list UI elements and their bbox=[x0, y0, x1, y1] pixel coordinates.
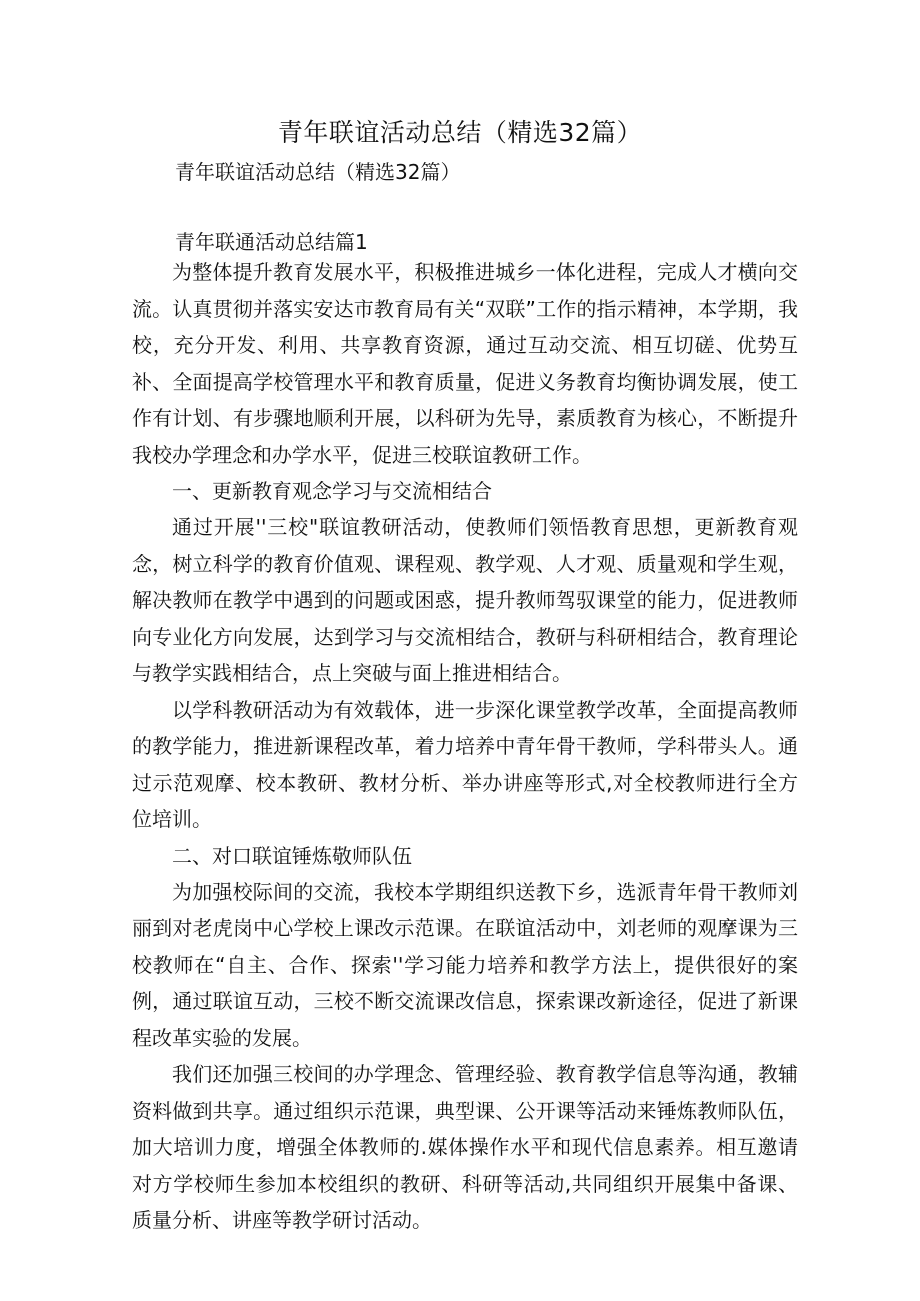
section-title: 青年联通活动总结篇1 bbox=[175, 230, 368, 254]
document-subtitle: 青年联谊活动总结（精选32篇） bbox=[175, 160, 461, 184]
paragraph-2: 以学科教研活动为有效载体，进一步深化课堂教学改革，全面提高教师的教学能力，推进新课程改革，着力培养中青年骨干教师，学科带头人。通过示范观摩、校本教研、教材分析、举办讲座等形式,对全校教师进行全方位培训。 bbox=[132, 697, 798, 831]
paragraph-intro: 为整体提升教育发展水平，积极推进城乡一体化进程，完成人才横向交流。认真贯彻并落实安达市教育局有关“双联”工作的指示精神，本学期，我校，充分开发、利用、共享教育资源，通过互动交流、相互切磋、优势互补、全面提高学校管理水平和教育质量，促进义务教育均衡协调发展，使工作有计划、有步骤地顺利开展，以科研为先导，素质教育为核心，不断提升我校办学理念和办学水平，促进三校联谊教研工作。 bbox=[132, 260, 798, 467]
paragraph-3: 为加强校际间的交流，我校本学期组织送教下乡，选派青年骨干教师刘丽到对老虎岗中心学校上课改示范课。在联谊活动中，刘老师的观摩课为三校教师在“自主、合作、探索''学习能力培养和教学方法上，提供很好的案例，通过联谊互动，三校不断交流课改信息，探索课改新途径，促进了新课程改革实验的发展。 bbox=[132, 879, 798, 1050]
paragraph-1: 通过开展''三校"联谊教研活动，使教师们领悟教育思想，更新教育观念，树立科学的教育价值观、课程观、教学观、人才观、质量观和学生观，解决教师在教学中遇到的问题或困惑，提升教师驾驭课堂的能力，促进教师向专业化方向发展，达到学习与交流相结合，教研与科研相结合，教育理论与教学实践相结合，点上突破与面上推进相结合。 bbox=[132, 515, 798, 685]
document-title: 青年联谊活动总结（精选32篇） bbox=[277, 118, 643, 147]
heading-2: 二、对口联谊锤炼敬师队伍 bbox=[172, 843, 412, 868]
paragraph-4: 我们还加强三校间的办学理念、管理经验、教育教学信息等沟通，教辅资料做到共享。通过组织示范课，典型课、公开课等活动来锤炼教师队伍，加大培训力度，增强全体教师的.媒体操作水平和现代信息素养。相互邀请对方学校师生参加本校组织的教研、科研等活动,共同组织开展集中备课、质量分析、讲座等教学研讨活动。 bbox=[132, 1062, 798, 1232]
heading-1: 一、更新教育观念学习与交流相结合 bbox=[172, 479, 492, 503]
document-body bbox=[132, 254, 798, 1239]
